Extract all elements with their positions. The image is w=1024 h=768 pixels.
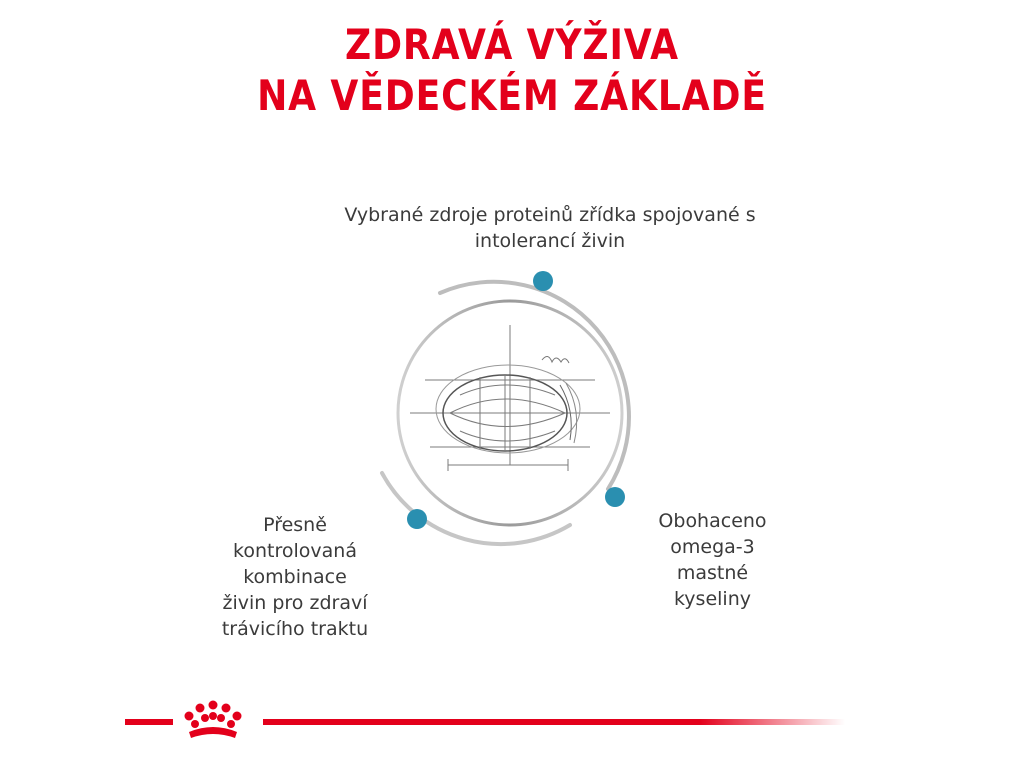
page-title-line-1: ZDRAVÁ VÝŽIVA <box>345 20 679 69</box>
benefit-protein-line-2: intolerancí živin <box>474 230 626 252</box>
royal-crown-logo <box>185 701 242 739</box>
teal-dot-left-icon <box>407 509 427 529</box>
benefit-omega-line-4: kyseliny <box>673 588 751 610</box>
benefit-digestive-line-1: Přesně <box>263 514 327 536</box>
benefit-protein-sources <box>280 202 820 254</box>
brand-footer-line <box>125 700 845 740</box>
nutrition-diagram <box>370 265 650 555</box>
benefit-omega-line-3: mastné <box>676 562 749 584</box>
benefit-digestive-line-3: kombinace <box>243 566 347 588</box>
teal-dot-right-icon <box>605 487 625 507</box>
page-title-line-2: NA VĚDECKÉM ZÁKLADĚ <box>257 71 767 120</box>
benefit-omega-line-2: omega-3 <box>670 536 755 558</box>
benefit-digestive-line-2: kontrolovaná <box>233 540 357 562</box>
benefit-digestive-line-5: trávicího traktu <box>221 618 369 640</box>
teal-dot-top-icon <box>533 271 553 291</box>
kibble-sketch-icon <box>410 325 610 471</box>
benefit-omega-3 <box>645 508 780 612</box>
benefit-protein-line-1: Vybrané zdroje proteinů zřídka spojované s <box>344 204 756 226</box>
benefit-omega-line-1: Obohaceno <box>658 510 767 532</box>
benefit-digestive-line-4: živin pro zdraví <box>222 592 368 614</box>
benefit-digestive-health <box>190 512 400 642</box>
